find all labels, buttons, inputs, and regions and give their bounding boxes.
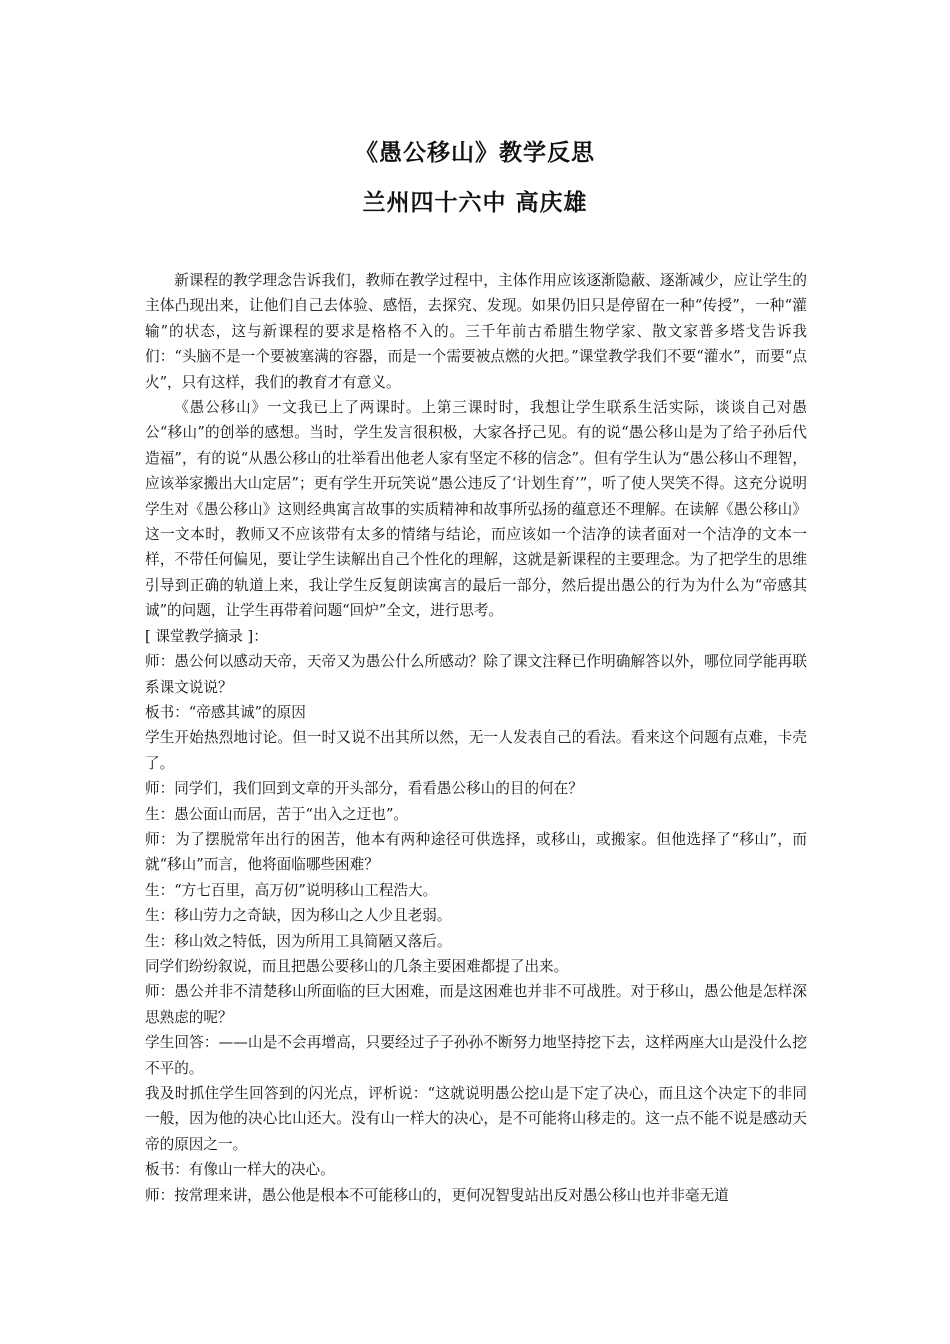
document-title: 《愚公移山》教学反思 xyxy=(355,140,595,166)
author-line: 兰州四十六中 高庆雄 xyxy=(362,190,588,216)
dialogue-line: 学生回答：——山是不会再增高，只要经过子子孙孙不断努力地坚持挖下去，这样两座大山是没什么挖不平的。 xyxy=(145,1034,807,1077)
narration-line: 同学们纷纷叙说，而且把愚公要移山的几条主要困难都提了出来。 xyxy=(145,957,569,975)
dialogue-line: 生：移山劳力之奇缺，因为移山之人少且老弱。 xyxy=(145,907,452,925)
section-heading: [ 课堂教学摘录 ]： xyxy=(145,627,268,645)
paragraph-1: 新课程的教学理念告诉我们，教师在教学过程中，主体作用应该逐渐隐蔽、逐渐减少，应让学生的主体凸现出来，让他们自己去体验、感悟，去探究、发现。如果仍旧只是停留在一种“传授”，一种“灌输”的状态，这与新课程的要求是格格不入的。三千年前古希腊生物学家、散文家普多塔戈告诉我们：“头脑不是一个要被塞满的容器，而是一个需要被点燃的火把。”课堂教学我们不要“灌水”，而要“点火”，只有这样，我们的教育才有意义。 xyxy=(145,272,807,391)
document-body xyxy=(145,268,807,1208)
board-note: 板书：“帝感其诚”的原因 xyxy=(145,703,306,721)
dialogue-line: 生：愚公面山而居，苦于“出入之迂也”。 xyxy=(145,805,409,823)
dialogue-line: 生：“方七百里，高万仞”说明移山工程浩大。 xyxy=(145,881,438,899)
dialogue-line: 师：同学们，我们回到文章的开头部分，看看愚公移山的目的何在？ xyxy=(145,780,583,798)
dialogue-line: 师：按常理来讲，愚公他是根本不可能移山的，更何况智叟站出反对愚公移山也并非毫无道 xyxy=(145,1186,729,1204)
paragraph-2: 《愚公移山》一文我已上了两课时。上第三课时时，我想让学生联系生活实际，谈谈自己对愚公“移山”的创举的感想。当时，学生发言很积极，大家各抒己见。有的说“愚公移山是为了给子孙后代造福”，有的说“从愚公移山的壮举看出他老人家有坚定不移的信念”。但有学生认为“愚公移山不理智，应该举家搬出大山定居”；更有学生开玩笑说“愚公违反了‘计划生育’”，听了使人哭笑不得。这充分说明学生对《愚公移山》这则经典寓言故事的实质精神和故事所弘扬的蕴意还不理解。在读解《愚公移山》这一文本时，教师又不应该带有太多的情绪与结论，而应该如一个洁净的读者面对一个洁净的文本一样，不带任何偏见，要让学生读解出自己个性化的理解，这就是新课程的主要理念。为了把学生的思维引导到正确的轨道上来，我让学生反复朗读寓言的最后一部分，然后提出愚公的行为为什么为“帝感其诚”的问题，让学生再带着问题“回炉”全文，进行思考。 xyxy=(145,399,807,620)
dialogue-line: 师：为了摆脱常年出行的困苦，他本有两种途径可供选择，或移山，或搬家。但他选择了“移山”，而就“移山”而言，他将面临哪些困难？ xyxy=(145,830,807,874)
board-note: 板书：有像山一样大的决心。 xyxy=(145,1161,335,1179)
narration-line: 我及时抓住学生回答到的闪光点，评析说：“这就说明愚公挖山是下定了决心，而且这个决定下的非同一般，因为他的决心比山还大。没有山一样大的决心，是不可能将山移走的。这一点不能不说是感动天帝的原因之一。 xyxy=(145,1085,807,1153)
dialogue-line: 师：愚公并非不清楚移山所面临的巨大困难，而是这困难也并非不可战胜。对于移山，愚公他是怎样深思熟虑的呢？ xyxy=(145,983,807,1026)
dialogue-line: 生：移山效之特低，因为所用工具简陋又落后。 xyxy=(145,932,452,950)
narration-line: 学生开始热烈地讨论。但一时又说不出其所以然，无一人发表自己的看法。看来这个问题有点难，卡壳了。 xyxy=(145,729,807,772)
dialogue-line: 师：愚公何以感动天帝，天帝又为愚公什么所感动？除了课文注释已作明确解答以外，哪位同学能再联系课文说说？ xyxy=(145,653,807,696)
